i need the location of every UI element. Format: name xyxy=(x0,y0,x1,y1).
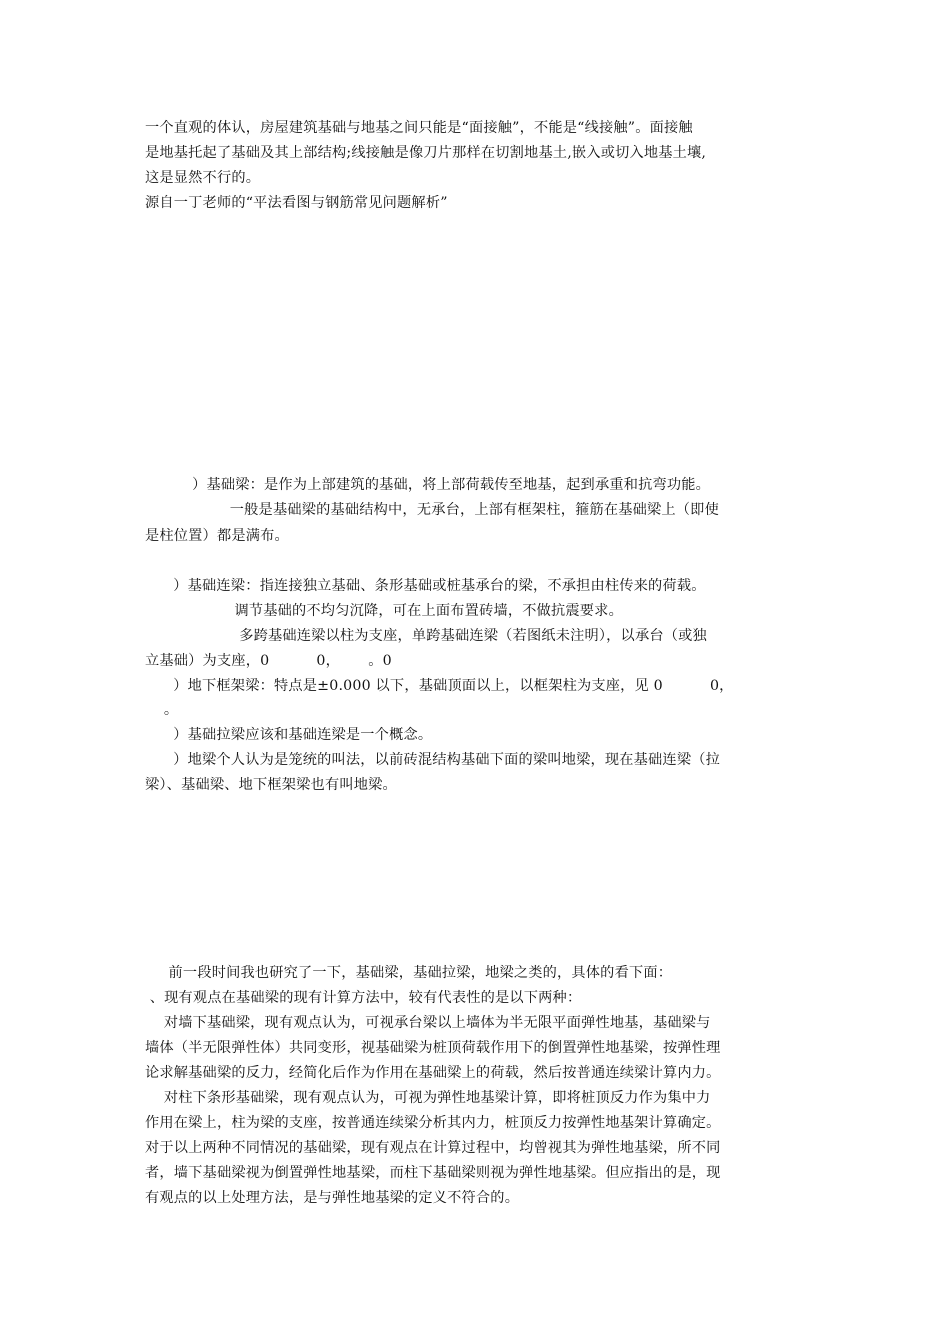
text-line: 立基础）为支座，0 0， 。0 xyxy=(145,653,392,669)
text-line: 对柱下条形基础梁，现有观点认为，可视为弹性地基梁计算，即将桩顶反力作为集中力 xyxy=(145,1090,711,1106)
text-line: ）基础梁：是作为上部建筑的基础，将上部荷载传至地基，起到承重和抗弯功能。 xyxy=(145,477,711,493)
source-line: 源自一丁老师的“平法看图与钢筋常见问题解析” xyxy=(145,195,448,211)
text-line: 。 xyxy=(145,702,179,718)
text-line: 这是显然不行的。 xyxy=(145,170,261,186)
text-line: 是柱位置）都是满布。 xyxy=(145,528,289,544)
text-line: 、现有观点在基础梁的现有计算方法中，较有代表性的是以下两种： xyxy=(145,990,582,1006)
text-line: 多跨基础连梁以柱为支座，单跨基础连梁（若图纸未注明），以承台（或独 xyxy=(145,628,707,644)
text-line: 有观点的以上处理方法，是与弹性地基梁的定义不符合的。 xyxy=(145,1190,520,1206)
text-line: 一般是基础梁的基础结构中，无承台，上部有框架柱，箍筋在基础梁上（即使 xyxy=(145,502,719,518)
text-line: 作用在梁上，柱为梁的支座，按普通连续梁分析其内力，桩顶反力按弹性地基架计算确定。 xyxy=(145,1115,721,1131)
text-line: ）地梁个人认为是笼统的叫法，以前砖混结构基础下面的梁叫地梁，现在基础连梁（拉 xyxy=(145,752,720,768)
text-line: 前一段时间我也研究了一下，基础梁，基础拉梁，地梁之类的，具体的看下面： xyxy=(145,965,673,981)
text-line: 对于以上两种不同情况的基础梁，现有观点在计算过程中，均曾视其为弹性地基梁，所不同 xyxy=(145,1140,721,1156)
text-line: 论求解基础梁的反力，经简化后作为作用在基础梁上的荷载，然后按普通连续梁计算内力。 xyxy=(145,1065,721,1081)
text-line: ）基础连梁：指连接独立基础、条形基础或桩基承台的梁，不承担由柱传来的荷载。 xyxy=(145,578,706,594)
text-line: 梁）、基础梁、地下框架梁也有叫地梁。 xyxy=(145,777,397,793)
text-line: 调节基础的不均匀沉降，可在上面布置砖墙，不做抗震要求。 xyxy=(145,603,623,619)
text-line: 墙体（半无限弹性体）共同变形，视基础梁为桩顶荷载作用下的倒置弹性地基梁，按弹性理 xyxy=(145,1040,721,1056)
text-line: 者，墙下基础梁视为倒置弹性地基梁，而柱下基础梁则视为弹性地基梁。但应指出的是，现 xyxy=(145,1165,721,1181)
text-line: ）基础拉梁应该和基础连梁是一个概念。 xyxy=(145,727,433,743)
text-line: 是地基托起了基础及其上部结构;线接触是像刀片那样在切割地基土,嵌入或切入地基土壤, xyxy=(145,145,707,161)
text-line: 对墙下基础梁，现有观点认为，可视承台梁以上墙体为半无限平面弹性地基，基础梁与 xyxy=(145,1015,711,1031)
text-line: 一个直观的体认，房屋建筑基础与地基之间只能是“面接触”，不能是“线接触”。面接触 xyxy=(145,120,693,136)
text-line: ）地下框架梁：特点是±0.000 以下，基础顶面以上，以框架柱为支座，见 0 0， xyxy=(145,678,734,694)
